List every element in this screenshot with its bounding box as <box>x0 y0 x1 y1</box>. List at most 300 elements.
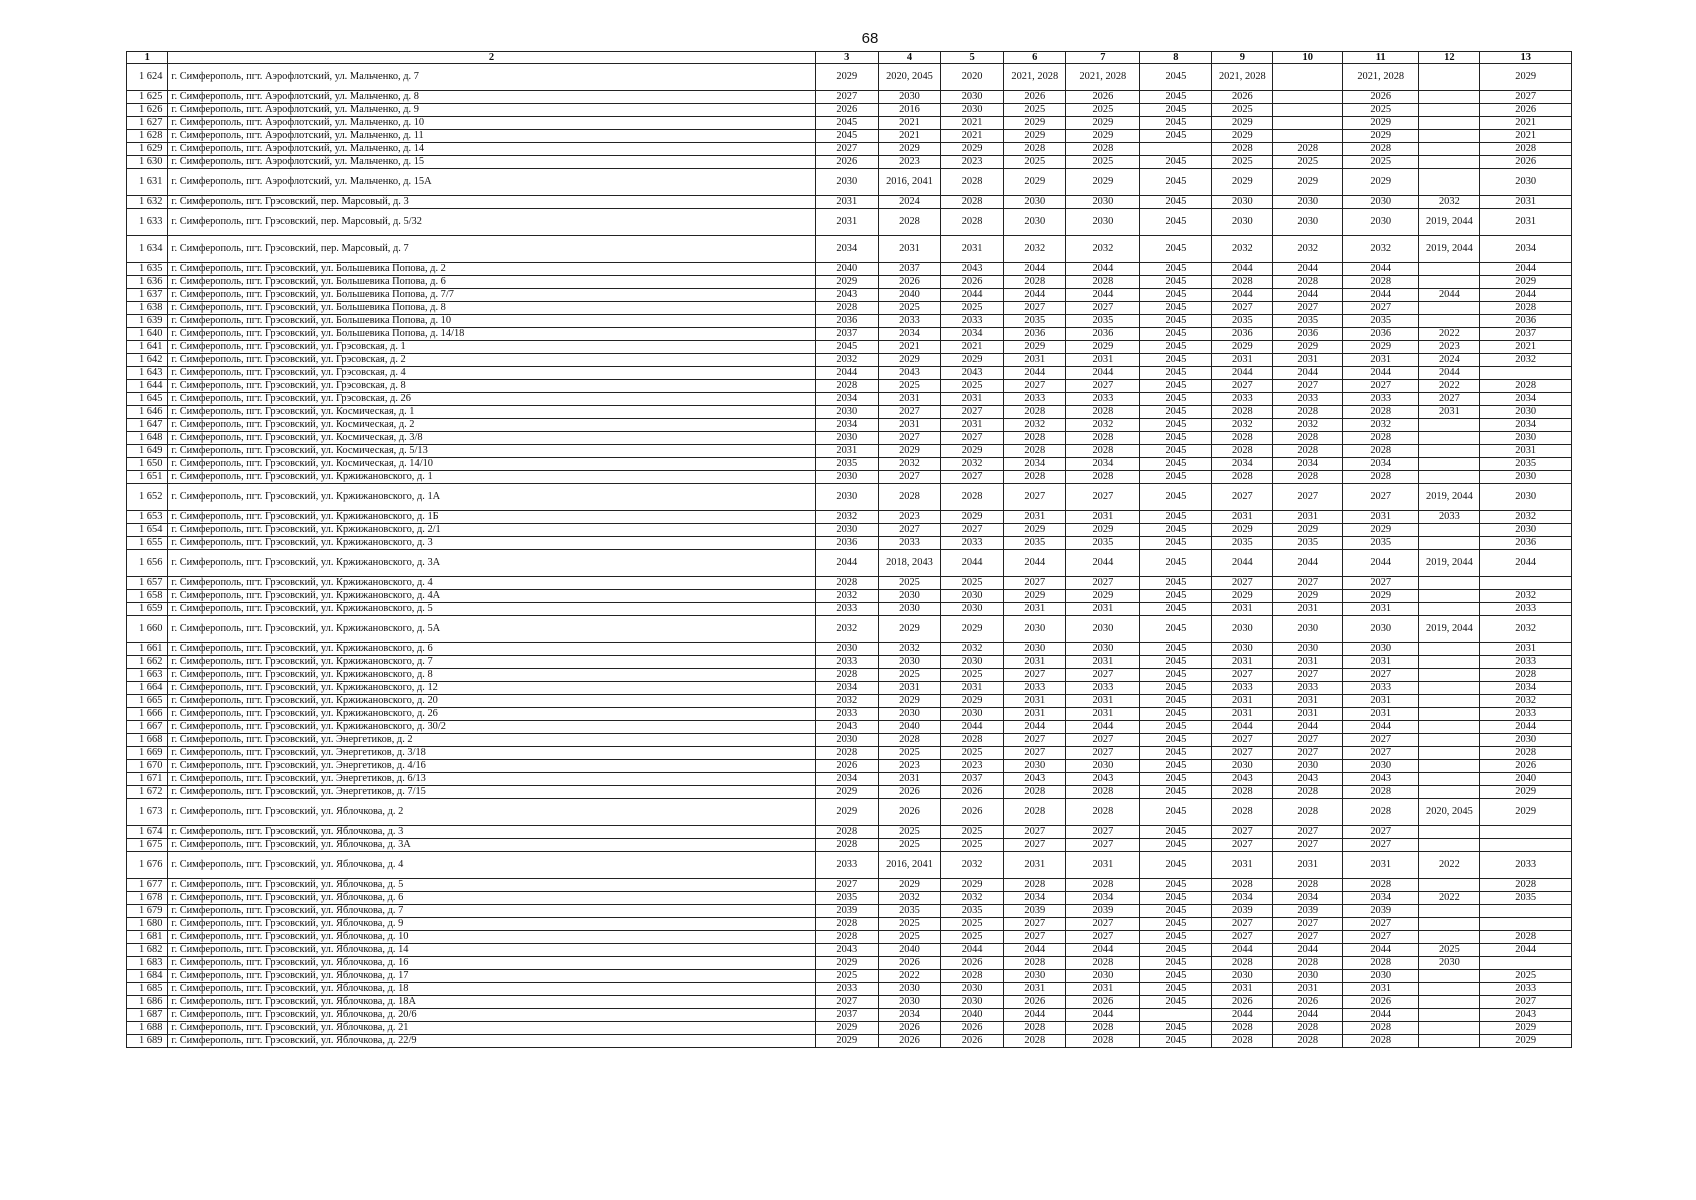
year-cell: 2031 <box>1273 695 1343 708</box>
year-cell: 2028 <box>1004 432 1066 445</box>
year-cell: 2043 <box>815 721 878 734</box>
row-number: 1 634 <box>127 236 168 263</box>
year-cell: 2027 <box>1066 577 1140 590</box>
year-cell: 2044 <box>1343 289 1419 302</box>
year-cell: 2028 <box>1212 471 1273 484</box>
address-cell: г. Симферополь, пгт. Грэсовский, ул. Энергетиков, д. 6/13 <box>168 773 815 786</box>
year-cell: 2027 <box>1419 393 1480 406</box>
table-row <box>127 276 1572 289</box>
year-cell: 2028 <box>1343 276 1419 289</box>
year-cell: 2027 <box>1066 484 1140 511</box>
year-cell: 2033 <box>1273 682 1343 695</box>
year-cell: 2031 <box>1066 983 1140 996</box>
year-cell: 2045 <box>1140 839 1212 852</box>
column-header: 6 <box>1004 52 1066 64</box>
row-number: 1 642 <box>127 354 168 367</box>
year-cell: 2030 <box>1480 524 1572 537</box>
year-cell: 2028 <box>1212 276 1273 289</box>
year-cell: 2035 <box>1004 315 1066 328</box>
column-header: 3 <box>815 52 878 64</box>
year-cell <box>1419 130 1480 143</box>
table-row <box>127 577 1572 590</box>
year-cell: 2031 <box>1343 354 1419 367</box>
year-cell: 2032 <box>941 892 1004 905</box>
year-cell <box>1419 826 1480 839</box>
year-cell: 2025 <box>1343 156 1419 169</box>
year-cell: 2032 <box>815 590 878 603</box>
year-cell: 2029 <box>1480 786 1572 799</box>
year-cell <box>1419 603 1480 616</box>
year-cell: 2032 <box>1066 419 1140 432</box>
year-cell: 2044 <box>1004 944 1066 957</box>
year-cell: 2027 <box>1212 931 1273 944</box>
year-cell: 2045 <box>1140 577 1212 590</box>
year-cell <box>1419 773 1480 786</box>
year-cell: 2027 <box>1212 747 1273 760</box>
year-cell: 2027 <box>1480 91 1572 104</box>
year-cell: 2028 <box>1004 276 1066 289</box>
year-cell: 2033 <box>1066 682 1140 695</box>
year-cell: 2033 <box>1004 393 1066 406</box>
year-cell <box>1419 918 1480 931</box>
year-cell: 2026 <box>941 957 1004 970</box>
address-cell: г. Симферополь, пгт. Грэсовский, ул. Большевика Попова, д. 10 <box>168 315 815 328</box>
year-cell: 2025 <box>878 839 940 852</box>
table-row <box>127 799 1572 826</box>
year-cell: 2028 <box>1273 276 1343 289</box>
year-cell: 2033 <box>941 315 1004 328</box>
year-cell: 2045 <box>1140 380 1212 393</box>
year-cell: 2028 <box>1066 406 1140 419</box>
year-cell: 2045 <box>1140 432 1212 445</box>
year-cell: 2030 <box>1212 760 1273 773</box>
year-cell: 2044 <box>1273 1009 1343 1022</box>
year-cell: 2027 <box>815 91 878 104</box>
year-cell <box>1419 64 1480 91</box>
year-cell: 2031 <box>1212 852 1273 879</box>
year-cell: 2028 <box>941 196 1004 209</box>
year-cell: 2040 <box>1480 773 1572 786</box>
year-cell: 2027 <box>1066 826 1140 839</box>
year-cell: 2035 <box>1273 537 1343 550</box>
table-row <box>127 747 1572 760</box>
year-cell: 2025 <box>878 302 940 315</box>
year-cell: 2027 <box>1212 826 1273 839</box>
year-cell: 2036 <box>1273 328 1343 341</box>
address-cell: г. Симферополь, пгт. Грэсовский, ул. Кржижановского, д. 12 <box>168 682 815 695</box>
year-cell: 2034 <box>815 773 878 786</box>
column-header: 11 <box>1343 52 1419 64</box>
year-cell: 2030 <box>878 603 940 616</box>
year-cell: 2039 <box>1004 905 1066 918</box>
year-cell: 2027 <box>1066 918 1140 931</box>
year-cell: 2025 <box>941 839 1004 852</box>
year-cell: 2028 <box>1212 1022 1273 1035</box>
year-cell: 2045 <box>1140 367 1212 380</box>
year-cell: 2027 <box>1066 380 1140 393</box>
year-cell: 2026 <box>815 104 878 117</box>
year-cell: 2033 <box>815 983 878 996</box>
row-number: 1 636 <box>127 276 168 289</box>
year-cell: 2027 <box>941 524 1004 537</box>
year-cell: 2035 <box>1480 458 1572 471</box>
table-row <box>127 721 1572 734</box>
row-number: 1 629 <box>127 143 168 156</box>
year-cell: 2044 <box>1273 550 1343 577</box>
year-cell: 2045 <box>1140 484 1212 511</box>
address-cell: г. Симферополь, пгт. Грэсовский, ул. Грэсовская, д. 2 <box>168 354 815 367</box>
year-cell: 2030 <box>1066 643 1140 656</box>
year-cell: 2030 <box>1343 970 1419 983</box>
column-header: 9 <box>1212 52 1273 64</box>
year-cell: 2033 <box>1343 682 1419 695</box>
year-cell: 2043 <box>1480 1009 1572 1022</box>
year-cell: 2021 <box>878 117 940 130</box>
year-cell: 2029 <box>878 445 940 458</box>
year-cell: 2028 <box>1273 406 1343 419</box>
year-cell: 2028 <box>1004 799 1066 826</box>
year-cell <box>1419 695 1480 708</box>
year-cell <box>1419 656 1480 669</box>
year-cell: 2030 <box>1273 760 1343 773</box>
year-cell: 2033 <box>1212 682 1273 695</box>
year-cell: 2030 <box>1004 616 1066 643</box>
table-row <box>127 708 1572 721</box>
year-cell: 2026 <box>941 786 1004 799</box>
year-cell: 2030 <box>1004 209 1066 236</box>
year-cell: 2034 <box>815 682 878 695</box>
table-row <box>127 471 1572 484</box>
year-cell: 2035 <box>1343 315 1419 328</box>
year-cell: 2044 <box>941 289 1004 302</box>
year-cell: 2028 <box>941 169 1004 196</box>
year-cell: 2030 <box>878 996 940 1009</box>
year-cell: 2029 <box>1004 341 1066 354</box>
year-cell: 2032 <box>1480 354 1572 367</box>
year-cell: 2030 <box>941 590 1004 603</box>
table-row <box>127 656 1572 669</box>
year-cell: 2028 <box>1004 786 1066 799</box>
address-cell: г. Симферополь, пгт. Грэсовский, ул. Космическая, д. 14/10 <box>168 458 815 471</box>
year-cell: 2045 <box>1140 236 1212 263</box>
year-cell: 2035 <box>1273 315 1343 328</box>
year-cell: 2031 <box>1212 511 1273 524</box>
year-cell: 2045 <box>815 341 878 354</box>
year-cell: 2027 <box>1004 931 1066 944</box>
address-cell: г. Симферополь, пгт. Грэсовский, ул. Яблочкова, д. 18 <box>168 983 815 996</box>
year-cell: 2023 <box>941 156 1004 169</box>
year-cell: 2027 <box>815 996 878 1009</box>
year-cell: 2044 <box>1419 367 1480 380</box>
year-cell: 2032 <box>815 511 878 524</box>
year-cell: 2045 <box>1140 471 1212 484</box>
year-cell: 2025 <box>1212 104 1273 117</box>
table-row <box>127 367 1572 380</box>
year-cell <box>1273 64 1343 91</box>
address-cell: г. Симферополь, пгт. Грэсовский, ул. Космическая, д. 1 <box>168 406 815 419</box>
year-cell: 2032 <box>1004 236 1066 263</box>
year-cell: 2031 <box>1212 603 1273 616</box>
year-cell: 2045 <box>1140 695 1212 708</box>
year-cell: 2028 <box>1480 380 1572 393</box>
table-row <box>127 643 1572 656</box>
year-cell: 2022 <box>878 970 940 983</box>
year-cell: 2033 <box>1480 708 1572 721</box>
year-cell: 2033 <box>878 315 940 328</box>
table-row <box>127 91 1572 104</box>
year-cell: 2045 <box>1140 957 1212 970</box>
year-cell: 2027 <box>1343 669 1419 682</box>
address-cell: г. Симферополь, пгт. Аэрофлотский, ул. Мальченко, д. 11 <box>168 130 815 143</box>
row-number: 1 663 <box>127 669 168 682</box>
year-cell: 2025 <box>941 826 1004 839</box>
address-cell: г. Симферополь, пгт. Грэсовский, ул. Большевика Попова, д. 7/7 <box>168 289 815 302</box>
year-cell: 2033 <box>1004 682 1066 695</box>
table-row <box>127 773 1572 786</box>
year-cell: 2027 <box>1004 577 1066 590</box>
year-cell: 2023 <box>878 156 940 169</box>
year-cell: 2031 <box>878 419 940 432</box>
address-cell: г. Симферополь, пгт. Грэсовский, ул. Большевика Попова, д. 6 <box>168 276 815 289</box>
year-cell: 2044 <box>1004 263 1066 276</box>
year-cell: 2028 <box>1343 406 1419 419</box>
year-cell: 2032 <box>1343 419 1419 432</box>
year-cell <box>1419 721 1480 734</box>
year-cell: 2045 <box>1140 669 1212 682</box>
year-cell <box>1419 471 1480 484</box>
address-cell: г. Симферополь, пгт. Грэсовский, ул. Кржижановского, д. 26 <box>168 708 815 721</box>
year-cell: 2027 <box>1343 484 1419 511</box>
table-row <box>127 315 1572 328</box>
year-cell: 2030 <box>1066 970 1140 983</box>
year-cell: 2028 <box>941 209 1004 236</box>
address-cell: г. Симферополь, пгт. Грэсовский, пер. Марсовый, д. 3 <box>168 196 815 209</box>
year-cell: 2028 <box>1273 879 1343 892</box>
year-cell: 2045 <box>1140 302 1212 315</box>
table-row <box>127 537 1572 550</box>
year-cell: 2025 <box>1480 970 1572 983</box>
table-row <box>127 905 1572 918</box>
year-cell: 2028 <box>1480 143 1572 156</box>
year-cell: 2028 <box>1004 445 1066 458</box>
year-cell <box>1419 734 1480 747</box>
address-cell: г. Симферополь, пгт. Грэсовский, ул. Грэсовская, д. 8 <box>168 380 815 393</box>
table-row <box>127 169 1572 196</box>
year-cell: 2028 <box>1343 799 1419 826</box>
year-cell: 2027 <box>1343 826 1419 839</box>
address-cell: г. Симферополь, пгт. Грэсовский, ул. Яблочкова, д. 5 <box>168 879 815 892</box>
year-cell: 2031 <box>1480 196 1572 209</box>
table-row <box>127 289 1572 302</box>
row-number: 1 652 <box>127 484 168 511</box>
year-cell: 2032 <box>1273 419 1343 432</box>
year-cell: 2025 <box>878 380 940 393</box>
year-cell: 2025 <box>878 747 940 760</box>
row-number: 1 664 <box>127 682 168 695</box>
year-cell: 2044 <box>1343 721 1419 734</box>
row-number: 1 671 <box>127 773 168 786</box>
year-cell: 2029 <box>1273 341 1343 354</box>
year-cell: 2026 <box>878 957 940 970</box>
year-cell: 2029 <box>1212 341 1273 354</box>
year-cell: 2027 <box>1273 747 1343 760</box>
year-cell: 2030 <box>941 91 1004 104</box>
table-row <box>127 996 1572 1009</box>
year-cell: 2031 <box>941 419 1004 432</box>
year-cell: 2029 <box>1066 169 1140 196</box>
year-cell: 2028 <box>1212 1035 1273 1048</box>
year-cell <box>1419 983 1480 996</box>
year-cell: 2027 <box>1480 996 1572 1009</box>
year-cell <box>1480 577 1572 590</box>
year-cell: 2033 <box>1212 393 1273 406</box>
row-number: 1 668 <box>127 734 168 747</box>
year-cell: 2028 <box>878 734 940 747</box>
table-row <box>127 957 1572 970</box>
year-cell: 2027 <box>1343 931 1419 944</box>
year-cell <box>1419 169 1480 196</box>
table-row <box>127 209 1572 236</box>
year-cell: 2045 <box>1140 511 1212 524</box>
address-cell: г. Симферополь, пгт. Аэрофлотский, ул. Мальченко, д. 15А <box>168 169 815 196</box>
year-cell: 2043 <box>1273 773 1343 786</box>
year-cell: 2044 <box>1343 263 1419 276</box>
year-cell: 2035 <box>1212 537 1273 550</box>
table-row <box>127 419 1572 432</box>
year-cell: 2030 <box>1212 616 1273 643</box>
address-cell: г. Симферополь, пгт. Грэсовский, ул. Энергетиков, д. 3/18 <box>168 747 815 760</box>
year-cell: 2025 <box>1066 156 1140 169</box>
year-cell: 2044 <box>1212 944 1273 957</box>
year-cell: 2044 <box>1004 550 1066 577</box>
year-cell: 2029 <box>878 695 940 708</box>
year-cell: 2030 <box>815 169 878 196</box>
year-cell: 2029 <box>1066 117 1140 130</box>
year-cell: 2045 <box>1140 393 1212 406</box>
row-number: 1 667 <box>127 721 168 734</box>
year-cell: 2026 <box>878 799 940 826</box>
year-cell: 2036 <box>1066 328 1140 341</box>
year-cell: 2026 <box>815 156 878 169</box>
table-row <box>127 931 1572 944</box>
year-cell: 2034 <box>1480 236 1572 263</box>
row-number: 1 631 <box>127 169 168 196</box>
year-cell: 2028 <box>1212 786 1273 799</box>
row-number: 1 657 <box>127 577 168 590</box>
year-cell: 2030 <box>815 643 878 656</box>
year-cell: 2029 <box>1066 341 1140 354</box>
year-cell: 2028 <box>1066 276 1140 289</box>
year-cell: 2029 <box>1343 117 1419 130</box>
year-cell: 2027 <box>1273 826 1343 839</box>
year-cell: 2028 <box>1212 957 1273 970</box>
row-number: 1 659 <box>127 603 168 616</box>
year-cell: 2034 <box>1273 458 1343 471</box>
year-cell: 2045 <box>1140 156 1212 169</box>
year-cell: 2027 <box>1273 931 1343 944</box>
table-row <box>127 484 1572 511</box>
year-cell: 2030 <box>878 656 940 669</box>
year-cell: 2045 <box>815 117 878 130</box>
year-cell <box>1419 708 1480 721</box>
year-cell: 2029 <box>941 354 1004 367</box>
table-row <box>127 918 1572 931</box>
year-cell: 2028 <box>1343 786 1419 799</box>
row-number: 1 660 <box>127 616 168 643</box>
year-cell: 2030 <box>1419 957 1480 970</box>
table-row <box>127 826 1572 839</box>
year-cell: 2027 <box>941 432 1004 445</box>
year-cell: 2033 <box>1419 511 1480 524</box>
year-cell: 2032 <box>878 643 940 656</box>
year-cell: 2031 <box>1273 983 1343 996</box>
year-cell <box>1419 315 1480 328</box>
year-cell: 2029 <box>1480 1035 1572 1048</box>
year-cell: 2027 <box>1212 484 1273 511</box>
year-cell: 2044 <box>1004 721 1066 734</box>
year-cell: 2025 <box>878 577 940 590</box>
year-cell <box>1480 918 1572 931</box>
year-cell: 2044 <box>1066 263 1140 276</box>
year-cell: 2036 <box>815 537 878 550</box>
year-cell: 2016, 2041 <box>878 169 940 196</box>
year-cell: 2028 <box>1273 471 1343 484</box>
year-cell: 2027 <box>1004 747 1066 760</box>
year-cell: 2028 <box>1480 747 1572 760</box>
address-cell: г. Симферополь, пгт. Грэсовский, ул. Энергетиков, д. 2 <box>168 734 815 747</box>
year-cell: 2044 <box>1343 367 1419 380</box>
year-cell: 2025 <box>878 669 940 682</box>
year-cell: 2028 <box>1066 432 1140 445</box>
year-cell: 2027 <box>1343 918 1419 931</box>
year-cell: 2034 <box>815 393 878 406</box>
year-cell: 2044 <box>941 944 1004 957</box>
year-cell: 2027 <box>1343 747 1419 760</box>
year-cell: 2031 <box>1066 354 1140 367</box>
year-cell <box>1419 996 1480 1009</box>
year-cell: 2045 <box>1140 341 1212 354</box>
year-cell: 2044 <box>1273 367 1343 380</box>
row-number: 1 650 <box>127 458 168 471</box>
year-cell: 2028 <box>1066 879 1140 892</box>
year-cell: 2028 <box>815 380 878 393</box>
table-row <box>127 236 1572 263</box>
row-number: 1 686 <box>127 996 168 1009</box>
year-cell: 2029 <box>1273 524 1343 537</box>
year-cell: 2025 <box>815 970 878 983</box>
year-cell: 2034 <box>1343 458 1419 471</box>
row-number: 1 669 <box>127 747 168 760</box>
year-cell: 2030 <box>815 432 878 445</box>
table-row <box>127 458 1572 471</box>
year-cell: 2035 <box>1343 537 1419 550</box>
column-header: 12 <box>1419 52 1480 64</box>
year-cell: 2045 <box>1140 892 1212 905</box>
table-row <box>127 852 1572 879</box>
table-row <box>127 760 1572 773</box>
year-cell: 2044 <box>1419 289 1480 302</box>
year-cell: 2031 <box>1480 445 1572 458</box>
address-cell: г. Симферополь, пгт. Грэсовский, ул. Яблочкова, д. 22/9 <box>168 1035 815 1048</box>
year-cell: 2026 <box>1066 996 1140 1009</box>
table-row <box>127 970 1572 983</box>
year-cell: 2029 <box>878 143 940 156</box>
year-cell: 2031 <box>1419 406 1480 419</box>
year-cell: 2036 <box>1004 328 1066 341</box>
year-cell: 2026 <box>1212 91 1273 104</box>
year-cell: 2030 <box>815 406 878 419</box>
year-cell: 2029 <box>1480 1022 1572 1035</box>
